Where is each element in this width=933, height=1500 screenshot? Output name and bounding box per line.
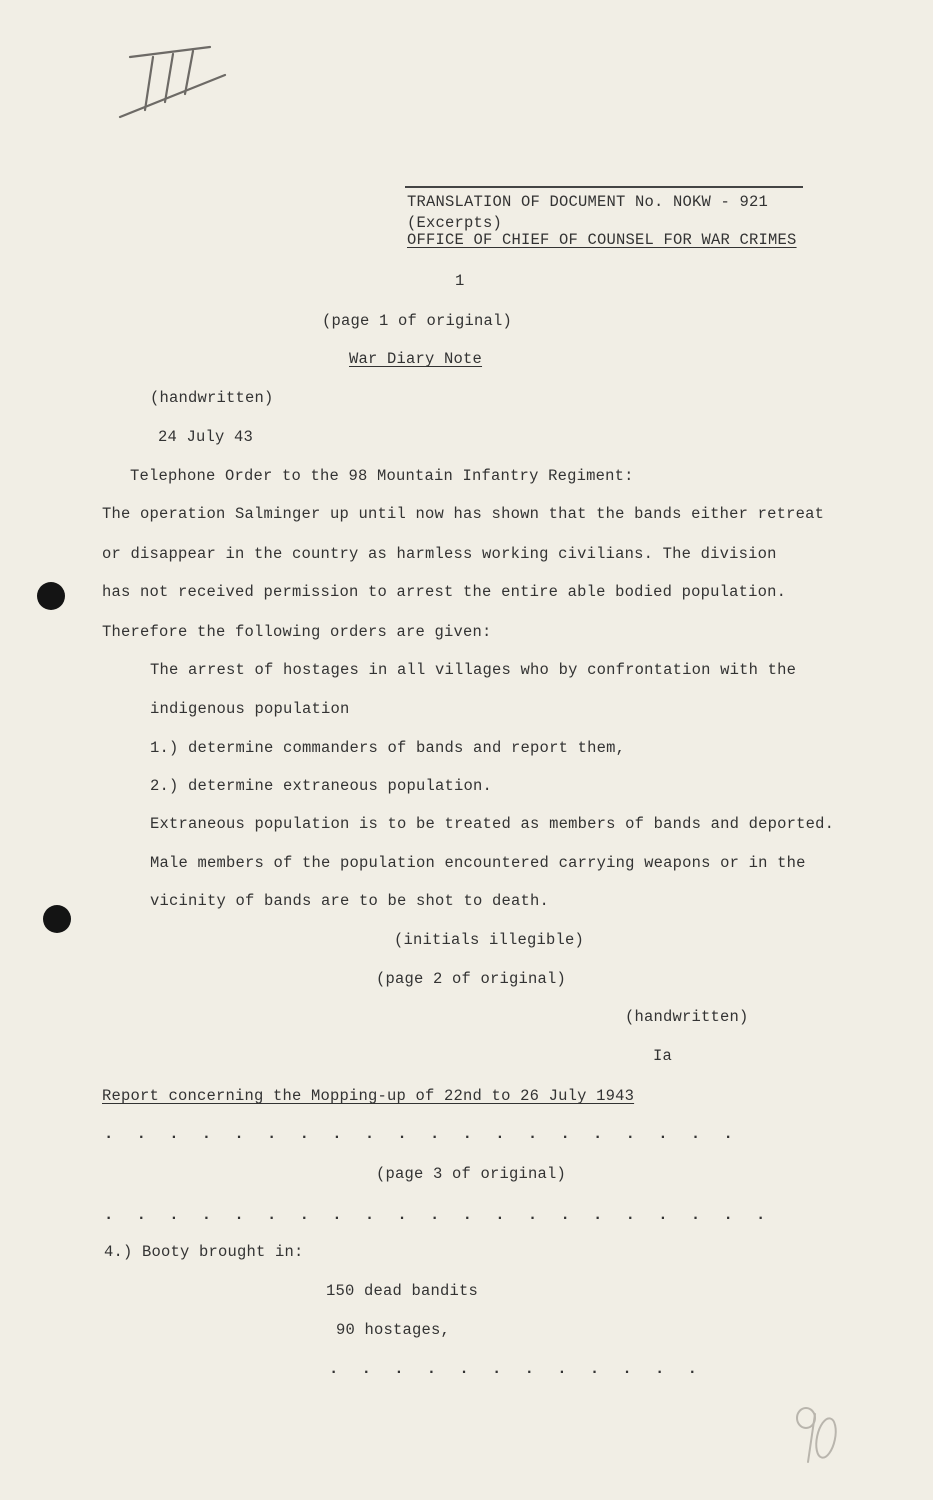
- handwritten-folio-number: [790, 1400, 840, 1470]
- booty-item: 90 hostages,: [336, 1321, 451, 1339]
- para2-line: The arrest of hostages in all villages who by confrontation with the: [150, 661, 797, 679]
- punch-hole: [37, 582, 65, 610]
- ellipsis-row: . . . . . . . . . . . . . . . . . . . .: [104, 1125, 740, 1143]
- booty-heading: 4.) Booty brought in:: [104, 1243, 304, 1261]
- header-document-number: TRANSLATION OF DOCUMENT No. NOKW - 921: [407, 193, 769, 211]
- para1-line: has not received permission to arrest the entire able bodied population.: [102, 583, 787, 601]
- page1-handwritten-note: (handwritten): [150, 389, 274, 407]
- para1-line: The operation Salminger up until now has shown that the bands either retreat: [102, 505, 825, 523]
- header-excerpts: (Excerpts): [407, 214, 503, 232]
- order-item-2: 2.) determine extraneous population.: [150, 777, 493, 795]
- order-heading: Telephone Order to the 98 Mountain Infantry Regiment:: [130, 467, 634, 485]
- order-item-1: 1.) determine commanders of bands and report them,: [150, 739, 626, 757]
- page2-original-ref: (page 2 of original): [376, 970, 567, 988]
- para3-line: vicinity of bands are to be shot to death.: [150, 892, 550, 910]
- para3-line: Male members of the population encountered carrying weapons or in the: [150, 854, 806, 872]
- header-office: OFFICE OF CHIEF OF COUNSEL FOR WAR CRIMES: [407, 231, 797, 249]
- ellipsis-row: . . . . . . . . . . . . . . . . . . . . .: [104, 1206, 773, 1224]
- para1-line: or disappear in the country as harmless working civilians. The division: [102, 545, 777, 563]
- page2-mark: Ia: [653, 1047, 673, 1065]
- ellipsis-row: . . . . . . . . . . . .: [329, 1360, 704, 1378]
- page3-original-ref: (page 3 of original): [376, 1165, 567, 1183]
- punch-hole: [43, 905, 71, 933]
- page2-handwritten-note: (handwritten): [625, 1008, 749, 1026]
- para2-line: indigenous population: [150, 700, 350, 718]
- page1-title: War Diary Note: [349, 350, 483, 368]
- page1-original-ref: (page 1 of original): [322, 312, 513, 330]
- header-rule: [405, 186, 803, 188]
- initials-illegible: (initials illegible): [394, 931, 585, 949]
- page-number: 1: [455, 272, 465, 290]
- para3-line: Extraneous population is to be treated as members of bands and deported.: [150, 815, 835, 833]
- page1-date: 24 July 43: [158, 428, 254, 446]
- booty-item: 150 dead bandits: [326, 1282, 479, 1300]
- report-title: Report concerning the Mopping-up of 22nd to 26 July 1943: [102, 1087, 635, 1105]
- handwritten-roman-numeral: [115, 42, 235, 122]
- para1-line: Therefore the following orders are given:: [102, 623, 492, 641]
